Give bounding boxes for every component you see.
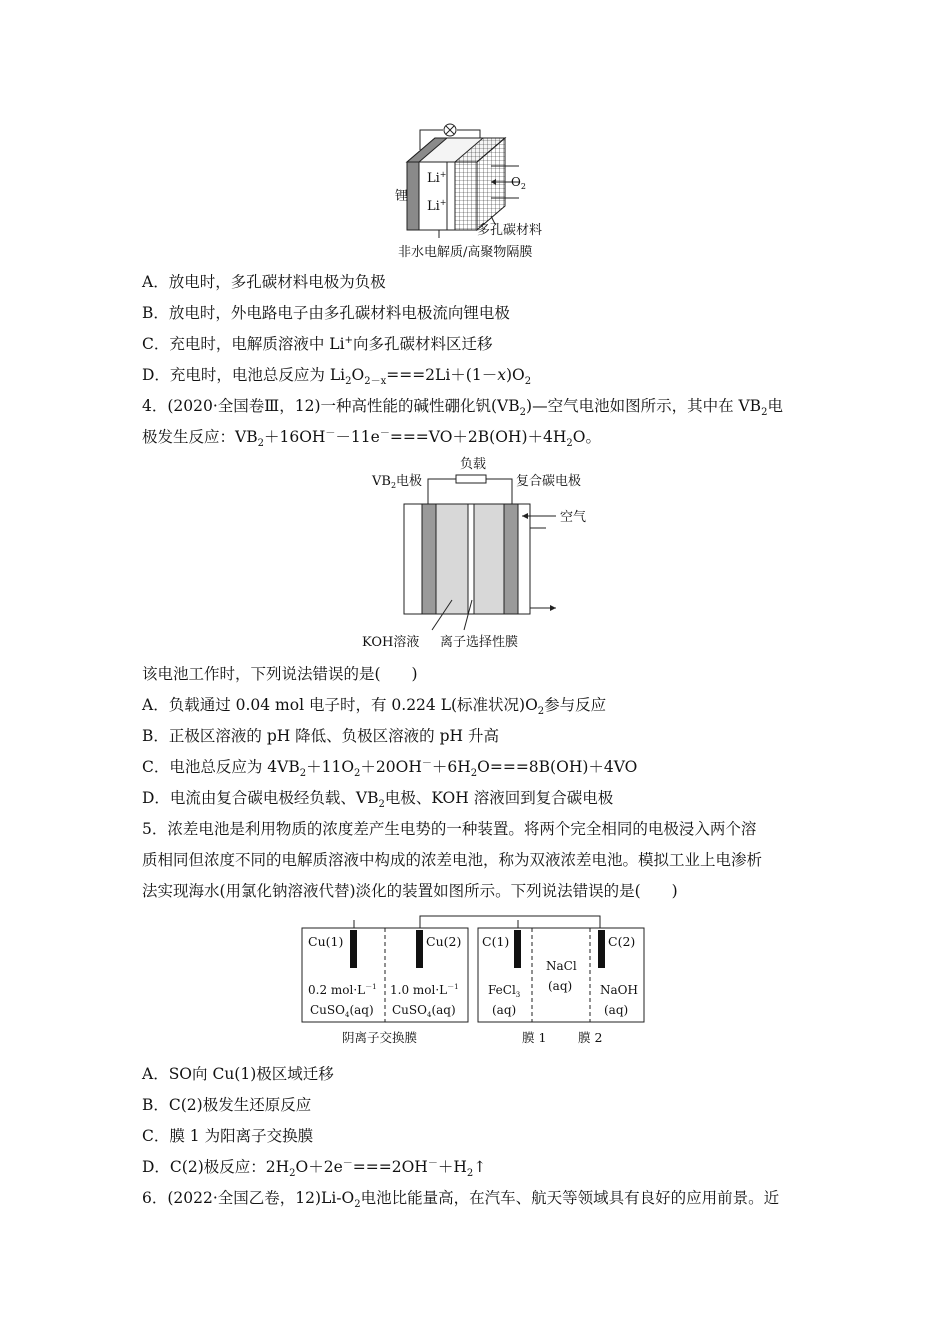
membrane2-label: 膜 2 bbox=[578, 1030, 603, 1045]
load-label: 负载 bbox=[460, 457, 487, 472]
membrane-label: 离子选择性膜 bbox=[440, 635, 519, 650]
anion-membrane-label: 阴离子交换膜 bbox=[342, 1030, 418, 1045]
q5-option-d: D．C(2)极反应：$2H_2O+2e^-===2OH^-+H_2↑$ bbox=[142, 1157, 487, 1180]
q4-stem-line1: 4．(2020·全国卷Ⅲ，12)一种高性能的碱性硼化钒$(VB_2)—$空气电池如图所示，其中在 $VB_2$电 bbox=[142, 397, 783, 419]
q4-option-d: D．电流由复合碳电极经负载、$VB_2$电极、KOH 溶液回到复合碳电极 bbox=[142, 789, 614, 811]
air-label: 空气 bbox=[560, 510, 587, 525]
cu1-label: Cu(1) bbox=[308, 934, 344, 949]
q5-option-a: A．SO向 Cu(1)极区域迁移 bbox=[142, 1065, 334, 1083]
cu2-label: Cu(2) bbox=[426, 934, 462, 949]
q3-option-c: C．充电时，电解质溶液中 Li+向多孔碳材料区迁移 bbox=[142, 334, 493, 353]
q3-option-d: D．充电时，电池总反应为 $Li_2O_{2-x}===2Li+(1-x)O_2$ bbox=[142, 366, 532, 388]
q4-stem-line2: 极发生反应：$VB_2+16OH^--11e^-===VO+2B(OH)+4H_2O$。 bbox=[142, 427, 601, 450]
koh-label: KOH溶液 bbox=[362, 635, 420, 650]
naoh-aq-label: (aq) bbox=[604, 1003, 629, 1017]
composite-carbon-label: 复合碳电极 bbox=[516, 474, 582, 489]
nacl-label: NaCl bbox=[546, 959, 577, 973]
q4-option-c: C．电池总反应为 $4VB_2+11O_2+20OH^-+6H_2O===8B(OH)+4VO$ bbox=[142, 757, 638, 780]
q5-option-b: B．C(2)极发生还原反应 bbox=[142, 1096, 312, 1114]
vb2-air-battery-figure bbox=[360, 452, 610, 652]
concentration-cell-figure bbox=[296, 906, 656, 1048]
naoh-label: NaOH bbox=[600, 983, 638, 997]
q5-stem-line1: 5．浓差电池是利用物质的浓度差产生电势的一种装置。将两个完全相同的电极浸入两个溶 bbox=[142, 820, 757, 838]
membrane1-label: 膜 1 bbox=[522, 1030, 547, 1045]
c2-label: C(2) bbox=[608, 934, 636, 949]
cuso4-left-label: CuSO$_4$(aq) bbox=[310, 1003, 374, 1019]
c1-label: C(1) bbox=[482, 934, 510, 949]
q5-stem-line2: 质相同但浓度不同的电解质溶液中构成的浓差电池，称为双液浓差电池。模拟工业上电渗析 bbox=[142, 851, 763, 869]
q3-option-a: A．放电时，多孔碳材料电极为负极 bbox=[142, 273, 386, 291]
conc1-label: 0.2 $mol\cdot L^{-1}$ bbox=[308, 983, 377, 997]
li-ion-label-top: Li+ bbox=[427, 170, 447, 186]
cuso4-right-label: CuSO$_4$(aq) bbox=[392, 1003, 456, 1019]
o2-label: $O_2$ bbox=[511, 175, 526, 191]
fecl3-label: FeCl$_3$ bbox=[488, 983, 521, 999]
nacl-aq-label: (aq) bbox=[548, 979, 573, 993]
li-ion-label-bottom: Li+ bbox=[427, 198, 447, 214]
li-o2-battery-figure bbox=[395, 120, 575, 262]
lithium-label: 锂 bbox=[395, 189, 409, 204]
q3-option-b: B．放电时，外电路电子由多孔碳材料电极流向锂电极 bbox=[142, 304, 510, 322]
q6-stem-line1: 6．(2022·全国乙卷，$12)Li-O_2$电池比能量高，在汽车、航天等领域具有良好的应用前景。近 bbox=[142, 1189, 780, 1211]
q5-option-c: C．膜 1 为阳离子交换膜 bbox=[142, 1127, 314, 1145]
fig1-caption: 非水电解质/高聚物隔膜 bbox=[398, 245, 533, 260]
fecl3-aq-label: (aq) bbox=[492, 1003, 517, 1017]
vb2-electrode-label: $VB_2$电极 bbox=[372, 474, 423, 490]
porous-carbon-label: 多孔碳材料 bbox=[477, 223, 543, 238]
q4-question: 该电池工作时，下列说法错误的是( ) bbox=[142, 665, 418, 683]
conc2-label: 1.0 $mol\cdot L^{-1}$ bbox=[390, 983, 459, 997]
q5-stem-line3: 法实现海水(用氯化钠溶液代替)淡化的装置如图所示。下列说法错误的是( ) bbox=[142, 882, 678, 900]
q4-option-a: A．负载通过 0.04 mol 电子时，有 0.224 L(标准状况)$O_2$参与反应 bbox=[142, 696, 607, 718]
q4-option-b: B．正极区溶液的 pH 降低、负极区溶液的 pH 升高 bbox=[142, 727, 499, 745]
